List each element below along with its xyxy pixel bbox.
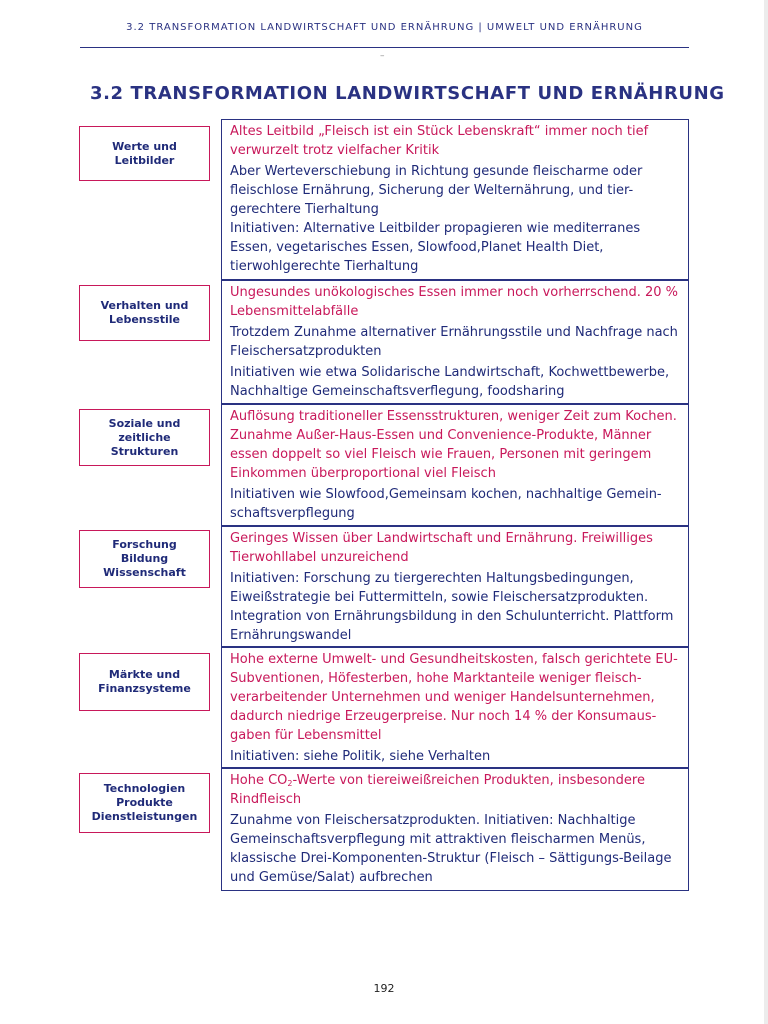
row-label-werte: Werte und Leitbilder <box>79 126 210 181</box>
row-text-blue: Initiativen: siehe Politik, siehe Verhalten <box>230 749 491 764</box>
row-text-red: Geringes Wissen über Landwirtschaft und Ernährung. Freiwilliges Tierwohllabel unzureichend <box>230 531 653 565</box>
co2-suffix: -Werte von tiereiweißreichen Produkten, insbesondere Rindfleisch <box>230 773 645 807</box>
page-edge-shadow <box>764 0 768 1024</box>
row-label-soziale: Soziale und zeitliche Strukturen <box>79 409 210 466</box>
row-text-blue: Initiativen: Forschung zu tiergerechten Haltungsbedingungen, Eiweißstrategie bei Futtermitteln, sowie Fleischersatzprodukten. Integration von Ernährungsbildung in den Schulunterricht. Plattform Ernährungswandel <box>230 571 674 643</box>
row-text-blue: Zunahme von Fleischersatzprodukten. Initiativen: Nachhaltige Gemeinschaftsverpflegung mit attraktiven fleischarmen Menüs, klassische Drei-Komponenten-Struktur (Fleisch – Sättigungs-Beilage und Gemüse/Salat) aufbrechen <box>230 813 672 885</box>
row-label-technologien: Technologien Produkte Dienstleistungen <box>79 773 210 833</box>
row-label-forschung: Forschung Bildung Wissenschaft <box>79 530 210 588</box>
running-header: 3.2 TRANSFORMATION LANDWIRTSCHAFT UND ERNÄHRUNG | UMWELT UND ERNÄHRUNG <box>126 22 643 33</box>
page-number: 192 <box>373 982 395 995</box>
section-title: 3.2 TRANSFORMATION LANDWIRTSCHAFT UND ERNÄHRUNG <box>90 83 725 104</box>
co2-prefix: Hohe CO <box>230 773 288 788</box>
row-text-blue: Initiativen wie Slowfood,Gemeinsam kochen, nachhaltige Gemein-schaftsverpflegung <box>230 487 662 521</box>
row-content-maerkte <box>221 647 689 768</box>
row-content-verhalten <box>221 280 689 404</box>
row-label-verhalten: Verhalten und Lebensstile <box>79 285 210 341</box>
row-content-soziale <box>221 404 689 526</box>
row-text-red <box>230 771 680 809</box>
header-rule <box>80 47 689 48</box>
row-text-red: Auflösung traditioneller Essensstrukturen, weniger Zeit zum Kochen. Zunahme Außer-Haus-Essen und Convenience-Produkte, Männer essen doppelt so viel Fleisch wie Frauen, Personen mit geringem Einkommen überproportional viel Fleisch <box>230 409 677 481</box>
row-text-blue: Initiativen: Alternative Leitbilder propagieren wie mediterranes Essen, vegetarisches Essen, Slowfood,Planet Health Diet, tierwohlgerechte Tierhaltung <box>230 221 641 274</box>
row-text-red: Ungesundes unökologisches Essen immer noch vorherrschend. 20 % Lebensmittelabfälle <box>230 285 679 319</box>
row-text-blue: Aber Werteverschiebung in Richtung gesunde fleischarme oder fleischlose Ernährung, Sicherung der Welternährung, und tier-gerechtere Tierhaltung <box>230 164 643 217</box>
row-text-red: Hohe externe Umwelt- und Gesundheitskosten, falsch gerichtete EU-Subventionen, Höfesterben, hohe Marktanteile weniger fleisch-verarbeitender Unternehmen und weniger Handelsunternehmen, dadurch niedrige Erzeugerpreise. Nur noch 14 % der Konsumaus-gaben für Lebensmittel <box>230 652 678 743</box>
row-content-forschung <box>221 526 689 647</box>
row-content-werte <box>221 119 689 280</box>
co2-subscript: 2 <box>287 779 293 788</box>
row-text-red: Altes Leitbild „Fleisch ist ein Stück Lebenskraft“ immer noch tief verwurzelt trotz vielfacher Kritik <box>230 124 649 158</box>
row-text-blue: Initiativen wie etwa Solidarische Landwirtschaft, Kochwettbewerbe, Nachhaltige Gemeinschaftsverflegung, foodsharing <box>230 365 670 399</box>
row-text-blue: Trotzdem Zunahme alternativer Ernährungsstile und Nachfrage nach Fleischersatzprodukten <box>230 325 678 359</box>
row-content-technologien <box>221 768 689 891</box>
row-label-maerkte: Märkte und Finanzsysteme <box>79 653 210 711</box>
header-dash: – <box>380 51 385 61</box>
